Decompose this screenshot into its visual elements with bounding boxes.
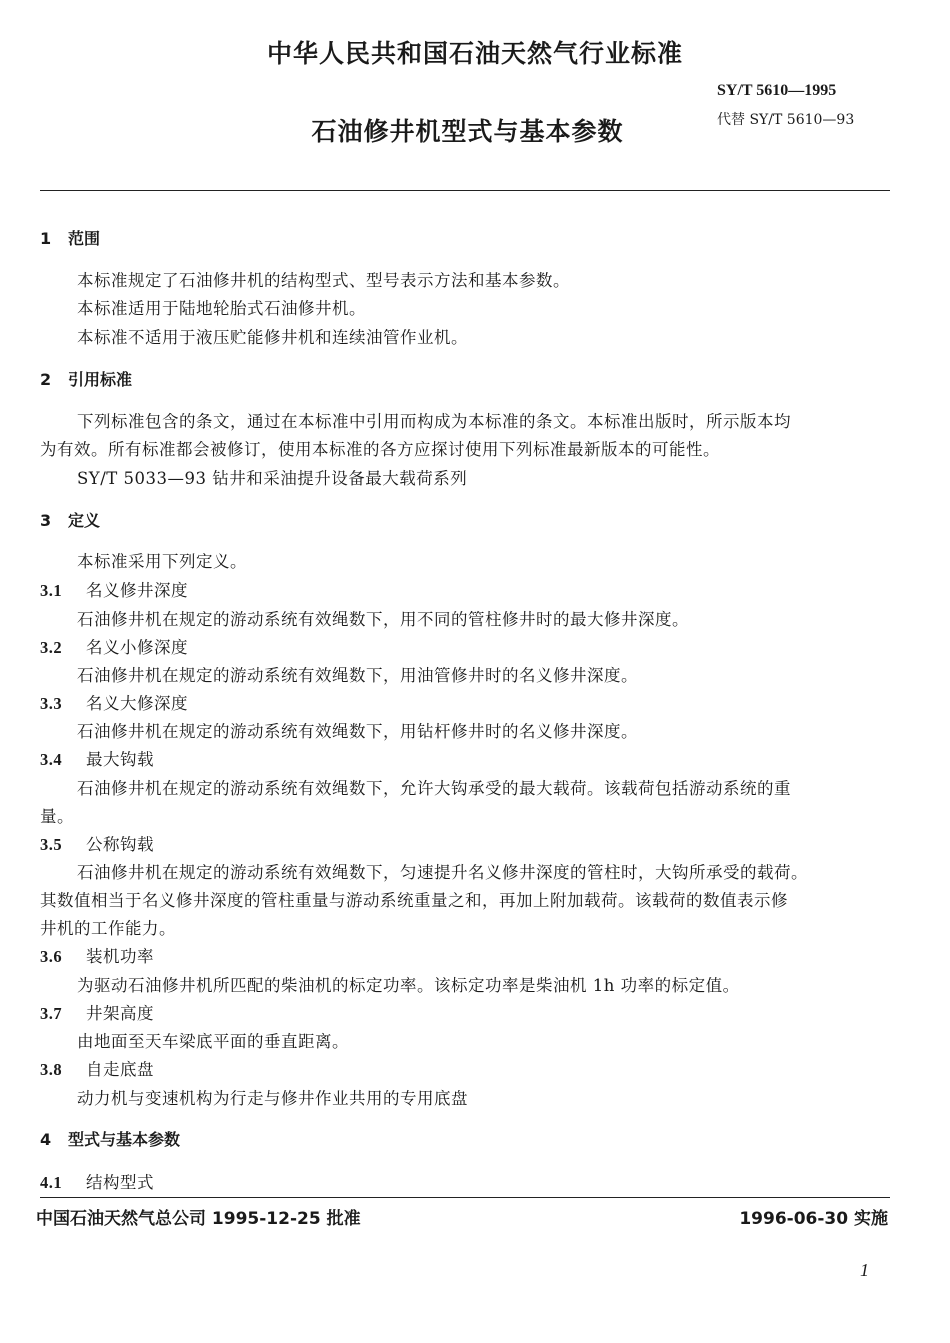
definition-term: 3.1 名义修井深度	[40, 581, 188, 600]
section-title: 定义	[68, 511, 101, 530]
definition-term: 3.7 井架高度	[40, 1004, 154, 1023]
paragraph: 本标准适用于陆地轮胎式石油修井机。	[77, 299, 366, 318]
definition-text: 石油修井机在规定的游动系统有效绳数下，允许大钩承受的最大载荷。该载荷包括游动系统的重	[77, 779, 791, 798]
definition-text: 由地面至天车梁底平面的垂直距离。	[77, 1032, 349, 1051]
effective-date: 1996-06-30 实施	[739, 1209, 888, 1229]
paragraph: 本标准规定了石油修井机的结构型式、型号表示方法和基本参数。	[77, 271, 570, 290]
section-number: 3	[40, 511, 52, 530]
definition-text: 石油修井机在规定的游动系统有效绳数下，用油管修井时的名义修井深度。	[77, 666, 638, 685]
definition-term: 3.3 名义大修深度	[40, 694, 188, 713]
paragraph: 本标准不适用于液压贮能修井机和连续油管作业机。	[77, 328, 468, 347]
header-divider	[40, 190, 890, 191]
reference-standard: SY/T 5033—93 钻井和采油提升设备最大载荷系列	[77, 469, 468, 488]
definition-term: 3.5 公称钩载	[40, 835, 154, 854]
definition-text: 石油修井机在规定的游动系统有效绳数下，用钻杆修井时的名义修井深度。	[77, 722, 638, 741]
section-4-heading	[40, 1127, 180, 1150]
section-title: 引用标准	[68, 370, 133, 389]
section-number: 1	[40, 229, 52, 248]
section-2-heading	[40, 367, 132, 390]
section-number: 4	[40, 1130, 52, 1149]
section-number: 2	[40, 370, 52, 389]
definition-text: 量。	[40, 807, 74, 826]
definition-term: 3.4 最大钩载	[40, 750, 154, 769]
definition-text: 石油修井机在规定的游动系统有效绳数下，用不同的管柱修井时的最大修井深度。	[77, 610, 689, 629]
section-1-heading	[40, 226, 100, 249]
section-title: 范围	[68, 229, 101, 248]
definition-term: 3.8 自走底盘	[40, 1060, 154, 1079]
paragraph: 本标准采用下列定义。	[77, 552, 247, 571]
definition-term: 3.6 装机功率	[40, 947, 154, 966]
section-title: 型式与基本参数	[68, 1130, 181, 1149]
paragraph: 为有效。所有标准都会被修订，使用本标准的各方应探讨使用下列标准最新版本的可能性。	[40, 440, 720, 459]
subsection-4-1: 4.1 结构型式	[40, 1173, 154, 1192]
standard-code: SY/T 5610—1995	[717, 82, 837, 99]
replaces-standard: 代替 SY/T 5610—93	[717, 112, 855, 128]
section-3-heading	[40, 508, 100, 531]
approval-line: 中国石油天然气总公司 1995-12-25 批准	[36, 1209, 361, 1229]
definition-text: 井机的工作能力。	[40, 919, 176, 938]
definition-text: 石油修井机在规定的游动系统有效绳数下，匀速提升名义修井深度的管柱时，大钩所承受的载荷。	[77, 863, 808, 882]
page-number: 1	[860, 1260, 869, 1280]
industry-standard-heading: 中华人民共和国石油天然气行业标准	[266, 39, 683, 68]
document-title: 石油修井机型式与基本参数	[311, 117, 624, 146]
definition-term: 3.2 名义小修深度	[40, 638, 188, 657]
paragraph: 下列标准包含的条文，通过在本标准中引用而构成为本标准的条文。本标准出版时，所示版本均	[77, 412, 791, 431]
definition-text: 为驱动石油修井机所匹配的柴油机的标定功率。该标定功率是柴油机 1h 功率的标定值。	[77, 976, 740, 995]
definition-text: 其数值相当于名义修井深度的管柱重量与游动系统重量之和，再加上附加载荷。该载荷的数值表示修	[40, 891, 788, 910]
footer-divider	[40, 1197, 890, 1198]
definition-text: 动力机与变速机构为行走与修井作业共用的专用底盘	[77, 1089, 468, 1108]
